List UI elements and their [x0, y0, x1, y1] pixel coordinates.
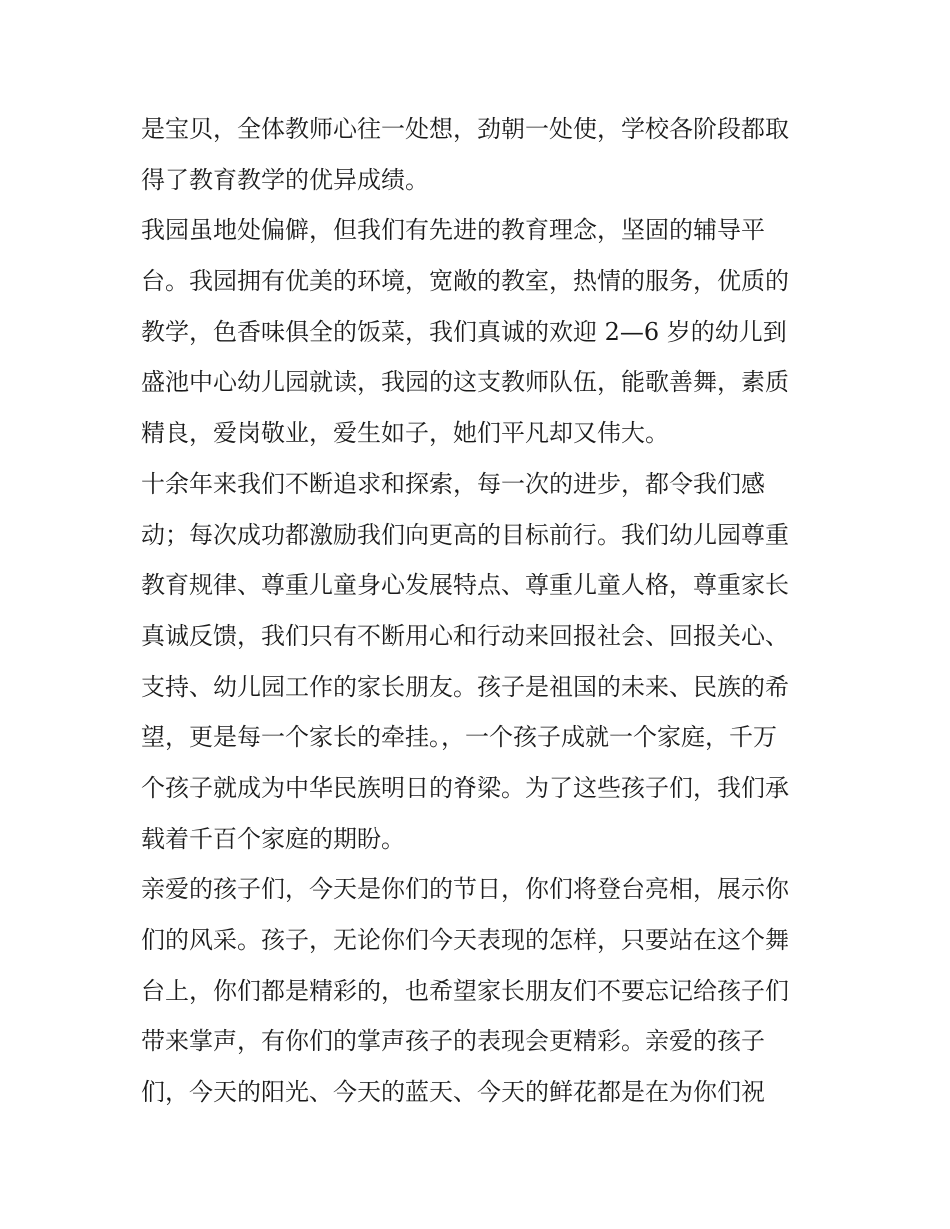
text-line: 台上，你们都是精彩的，也希望家长朋友们不要忘记给孩子们	[141, 976, 789, 1005]
text-line: 我园虽地处偏僻，但我们有先进的教育理念，坚固的辅导平	[141, 216, 765, 245]
text-line: 真诚反馈，我们只有不断用心和行动来回报社会、回报关心、	[141, 621, 789, 650]
text-line: 们，今天的阳光、今天的蓝天、今天的鲜花都是在为你们祝	[141, 1078, 765, 1107]
text-line: 载着千百个家庭的期盼。	[141, 824, 405, 853]
body-text	[141, 104, 821, 1118]
text-line: 亲爱的孩子们，今天是你们的节日，你们将登台亮相，展示你	[141, 875, 789, 904]
text-line: 支持、幼儿园工作的家长朋友。孩子是祖国的未来、民族的希	[141, 672, 789, 701]
text-line: 是宝贝，全体教师心往一处想，劲朝一处使，学校各阶段都取	[141, 115, 789, 143]
text-line: 们的风采。孩子，无论你们今天表现的怎样，只要站在这个舞	[141, 926, 789, 954]
text-line: 十余年来我们不断追求和探索，每一次的进步，都令我们感	[141, 469, 765, 498]
text-line: 教育规律、尊重儿童身心发展特点、尊重儿童人格，尊重家长	[141, 571, 789, 600]
text-line: 精良，爱岗敬业，爱生如子，她们平凡却又伟大。	[141, 419, 669, 448]
text-line: 望，更是每一个家长的牵挂。，一个孩子成就一个家庭，千万	[141, 723, 777, 752]
text-line: 个孩子就成为中华民族明日的脊梁。为了这些孩子们，我们承	[141, 773, 789, 802]
text-line: 台。我园拥有优美的环境，宽敞的教室，热情的服务，优质的	[141, 267, 789, 296]
text-line: 带来掌声，有你们的掌声孩子的表现会更精彩。亲爱的孩子	[141, 1027, 765, 1056]
text-line: 得了教育教学的优异成绩。	[141, 165, 429, 194]
text-line: 教学，色香味俱全的饭菜，我们真诚的欢迎 2—6 岁的幼儿到	[141, 317, 787, 346]
text-line: 盛池中心幼儿园就读，我园的这支教师队伍，能歌善舞，素质	[141, 368, 789, 397]
text-line: 动；每次成功都激励我们向更高的目标前行。我们幼儿园尊重	[141, 520, 789, 549]
